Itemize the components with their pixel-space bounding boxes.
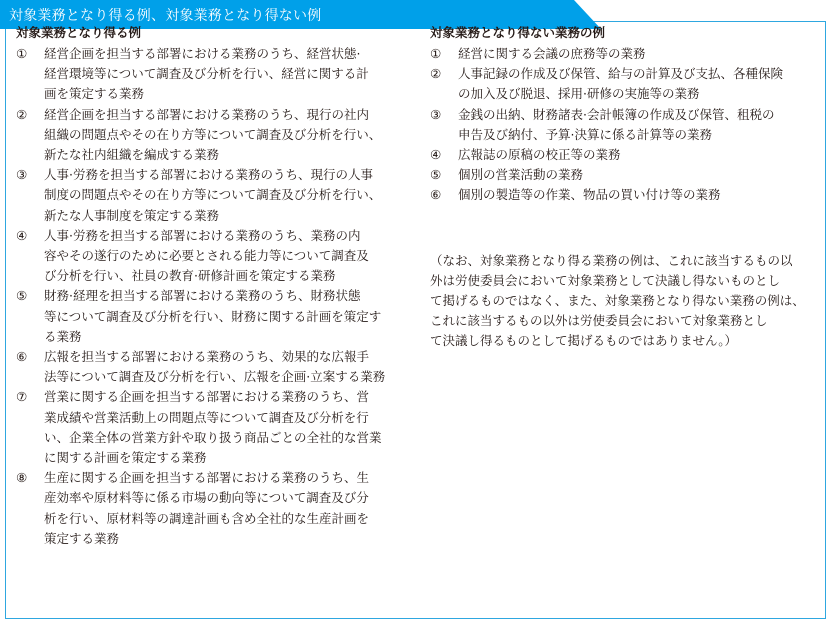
- item-number: ②: [430, 66, 442, 82]
- list-item: [16, 468, 414, 549]
- item-text: 人事·労務を担当する部署における業務のうち、業務の内 容やその遂行のために必要とされる能力等について調査及 び分析を行い、社員の教育·研修計画を策定する業務: [44, 227, 369, 284]
- item-number: ⑤: [16, 288, 28, 304]
- item-text: 経営企画を担当する部署における業務のうち、経営状態· 経営環境等について調査及び分析を行い、経営に関する計 画を策定する業務: [44, 46, 369, 102]
- item-number: ④: [430, 147, 442, 163]
- list-item: [16, 347, 414, 387]
- left-column: [16, 23, 414, 549]
- item-number: ②: [16, 106, 28, 122]
- item-number: ⑤: [430, 167, 442, 183]
- list-item: [16, 286, 414, 347]
- list-item: [16, 44, 414, 105]
- item-number: ⑥: [16, 349, 28, 365]
- list-item: [430, 105, 815, 145]
- item-text: 個別の製造等の作業、物品の買い付け等の業務: [458, 187, 721, 203]
- note-paragraph: （なお、対象業務となり得る業務の例は、これに該当するもの以 外は労使委員会において対象業務として決議し得ないものとし て掲げるものではなく、また、対象業務となり得ない業務の例は、 これに該当するもの以外は労使委員会において対象業務とし て決議し得るものとして掲げるものではありません。）: [430, 252, 805, 349]
- item-text: 広報を担当する部署における業務のうち、効果的な広報手 法等について調査及び分析を行い、広報を企画·立案する業務: [44, 349, 386, 385]
- item-number: ③: [430, 106, 442, 122]
- list-item: [430, 44, 815, 64]
- item-number: ①: [16, 46, 28, 61]
- item-number: ①: [430, 46, 442, 61]
- header-title: 対象業務となり得る例、対象業務となり得ない例: [9, 8, 322, 24]
- item-number: ③: [16, 167, 28, 183]
- item-text: 人事·労務を担当する部署における業務のうち、現行の人事 制度の問題点やその在り方等について調査及び分析を行い、 新たな人事制度を策定する業務: [44, 167, 382, 223]
- item-text: 生産に関する企画を担当する部署における業務のうち、生 産効率や原材料等に係る市場の動向等について調査及び分 析を行い、原材料等の調達計画も含め全社的な生産計画を 策定する業務: [44, 470, 370, 546]
- list-item: [430, 145, 815, 165]
- item-text: 経営企画を担当する部署における業務のうち、現行の社内 組織の問題点やその在り方等について調査及び分析を行い、 新たな社内組織を編成する業務: [44, 106, 382, 163]
- list-item: [430, 64, 815, 104]
- list-item: [16, 105, 414, 166]
- item-number: ⑦: [16, 389, 28, 405]
- list-item: [16, 226, 414, 287]
- right-column-title: 対象業務となり得ない業務の例: [430, 25, 606, 40]
- list-item: [16, 387, 414, 468]
- item-text: 個別の営業活動の業務: [458, 167, 584, 183]
- item-number: ④: [16, 227, 28, 243]
- item-number: ⑥: [430, 187, 442, 203]
- list-item: [16, 165, 414, 226]
- left-column-title: 対象業務となり得る例: [16, 25, 142, 40]
- item-text: 経営に関する会議の庶務等の業務: [458, 46, 646, 61]
- list-item: [430, 185, 815, 205]
- item-text: 営業に関する企画を担当する部署における業務のうち、営 業成績や営業活動上の問題点等について調査及び分析を行 い、企業全体の営業方針や取り扱う商品ごとの全社的な営業 に関する計画を策定する業務: [44, 389, 382, 466]
- right-column: [430, 23, 815, 352]
- item-number: ⑧: [16, 470, 28, 486]
- item-text: 金銭の出納、財務諸表·会計帳簿の作成及び保管、租税の 申告及び納付、予算·決算に係る計算等の業務: [458, 106, 775, 142]
- item-text: 人事記録の作成及び保管、給与の計算及び支払、各種保険 の加入及び脱退、採用·研修の実施等の業務: [458, 66, 784, 102]
- item-text: 財務·経理を担当する部署における業務のうち、財務状態 等について調査及び分析を行い、財務に関する計画を策定す る業務: [44, 288, 382, 344]
- list-item: [430, 165, 815, 185]
- item-text: 広報誌の原稿の校正等の業務: [458, 147, 621, 163]
